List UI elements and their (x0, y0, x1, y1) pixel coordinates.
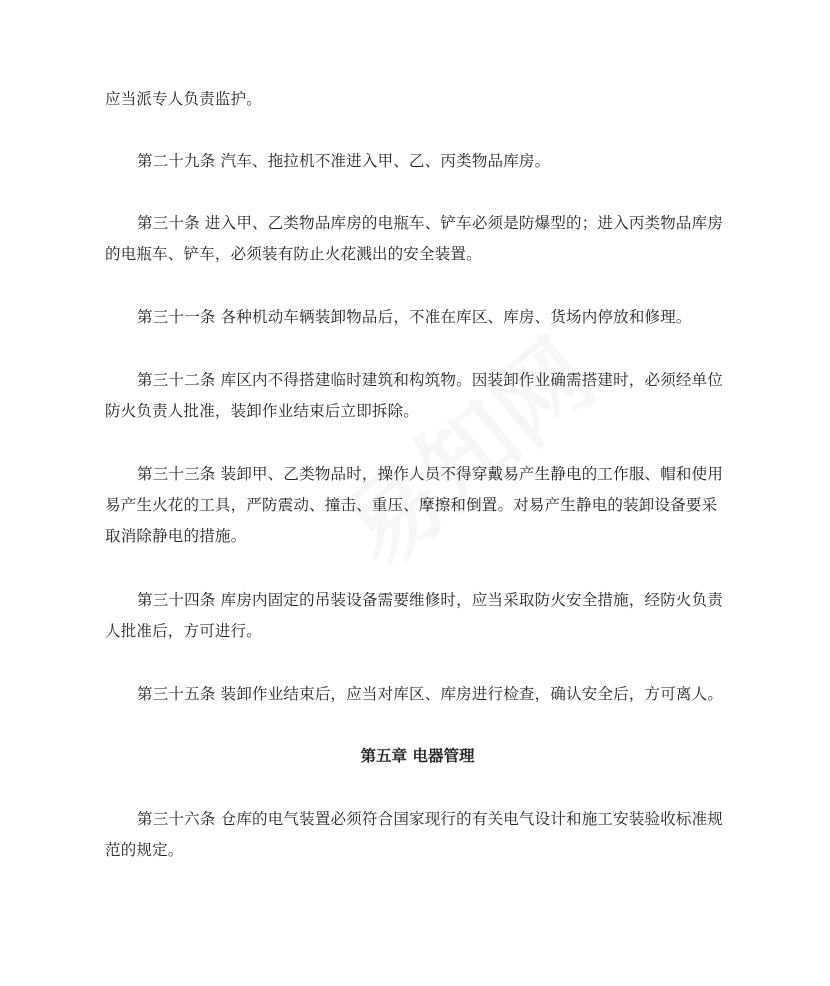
chapter-heading: 第五章 电器管理 (360, 747, 475, 765)
article-31: 第三十一条 各种机动车辆装卸物品后，不准在库区、库房、货场内停放和修理。 (137, 308, 692, 326)
article-35: 第三十五条 装卸作业结束后，应当对库区、库房进行检查，确认安全后，方可离人。 (137, 685, 724, 703)
article-33: 第三十三条 装卸甲、乙类物品时，操作人员不得穿戴易产生静电的工作服、帽和使用易产生火花的工具，严防震动、撞击、重压、摩擦和倒置。对易产生静电的装卸设备要采取消除静电的措施。 (105, 465, 724, 545)
paragraph-continuation: 应当派专人负责监护。 (105, 90, 263, 108)
article-30: 第三十条 进入甲、乙类物品库房的电瓶车、铲车必须是防爆型的；进入丙类物品库房的电瓶车、铲车，必须装有防止火花溅出的安全装置。 (105, 214, 724, 263)
article-36: 第三十六条 仓库的电气装置必须符合国家现行的有关电气设计和施工安装验收标准规范的规定。 (105, 810, 724, 859)
article-29: 第二十九条 汽车、拖拉机不准进入甲、乙、丙类物品库房。 (137, 152, 551, 170)
article-32: 第三十二条 库区内不得搭建临时建筑和构筑物。因装卸作业确需搭建时，必须经单位防火负责人批准，装卸作业结束后立即拆除。 (105, 371, 724, 420)
article-34: 第三十四条 库房内固定的吊装设备需要维修时，应当采取防火安全措施，经防火负责人批准后，方可进行。 (105, 591, 724, 640)
